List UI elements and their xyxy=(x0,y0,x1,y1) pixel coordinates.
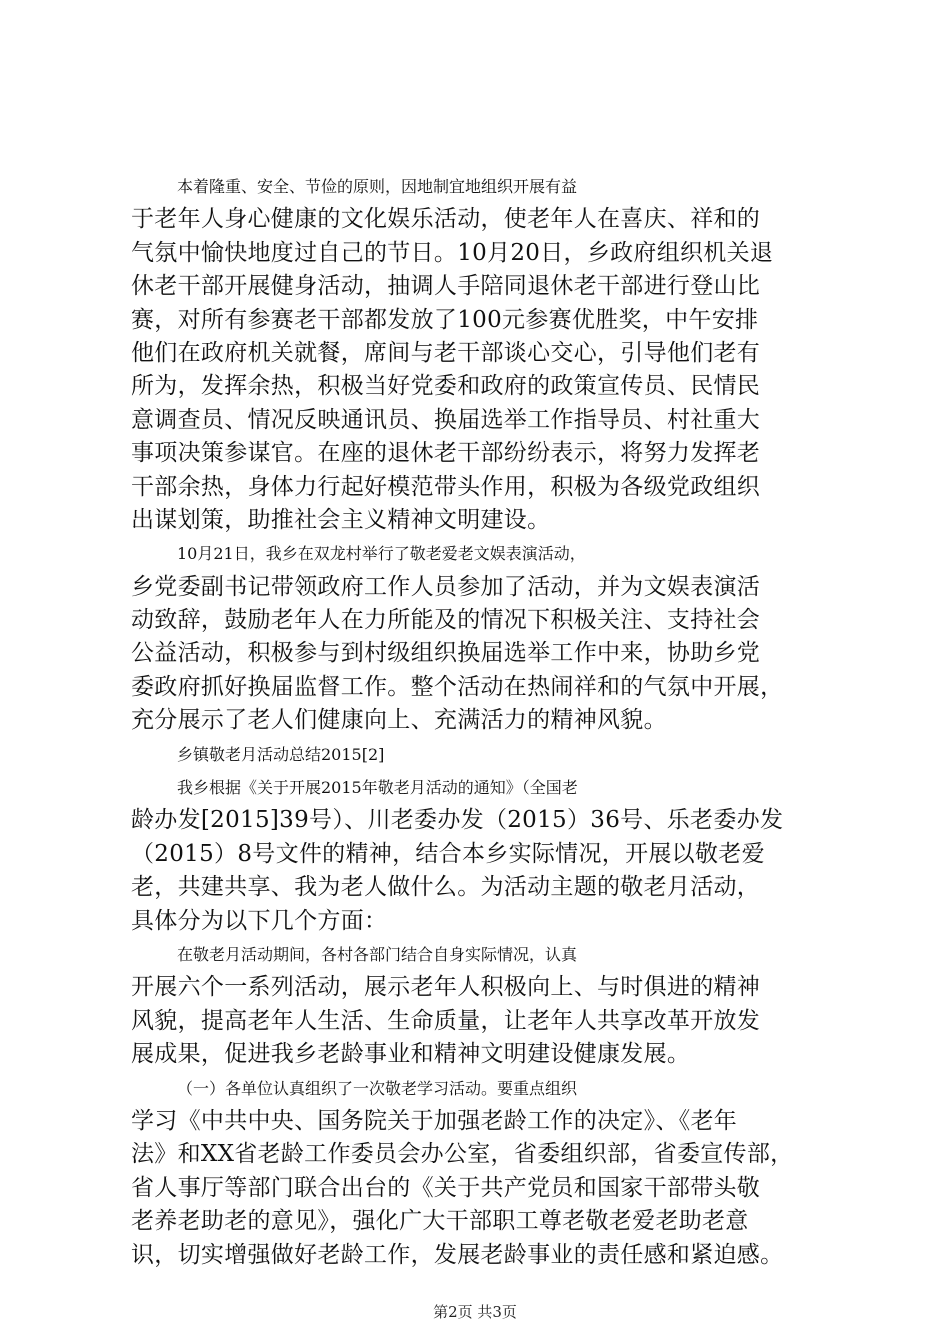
text-line: 学习《中共中央、国务院关于加强老龄工作的决定》、《老年 xyxy=(131,1107,738,1134)
text-line: （一）各单位认真组织了一次敬老学习活动。要重点组织 xyxy=(177,1078,578,1098)
text-line: 事项决策参谋官。在座的退休老干部纷纷表示，将努力发挥老 xyxy=(131,440,761,467)
page-footer: 第2页 共3页 xyxy=(433,1303,517,1321)
text-line: 乡党委副书记带领政府工作人员参加了活动，并为文娱表演活 xyxy=(131,573,761,600)
text-line: 他们在政府机关就餐，席间与老干部谈心交心，引导他们老有 xyxy=(131,339,761,366)
text-line: 休老干部开展健身活动，抽调人手陪同退休老干部进行登山比 xyxy=(131,273,761,300)
text-line: 动致辞，鼓励老年人在力所能及的情况下积极关注、支持社会 xyxy=(131,607,761,634)
text-line: 风貌，提高老年人生活、生命质量，让老年人共享改革开放发 xyxy=(131,1007,761,1034)
text-line: 我乡根据《关于开展2015年敬老月活动的通知》（全国老 xyxy=(177,778,578,798)
text-line: 所为，发挥余热，积极当好党委和政府的政策宣传员、民情民 xyxy=(131,373,761,400)
text-line: 气氛中愉快地度过自己的节日。10月20日，乡政府组织机关退 xyxy=(131,239,774,266)
text-line: 在敬老月活动期间，各村各部门结合自身实际情况，认真 xyxy=(177,944,578,964)
text-line: 于老年人身心健康的文化娱乐活动，使老年人在喜庆、祥和的 xyxy=(131,206,761,233)
document-body xyxy=(131,170,821,1272)
text-line: 识，切实增强做好老龄工作，发展老龄事业的责任感和紧迫感。 xyxy=(131,1241,784,1268)
text-line: 具体分为以下几个方面： xyxy=(131,907,388,934)
text-line: 公益活动，积极参与到村级组织换届选举工作中来，协助乡党 xyxy=(131,640,761,667)
text-line: 赛，对所有参赛老干部都发放了100元参赛优胜奖，中午安排 xyxy=(131,306,759,333)
text-line: 10月21日，我乡在双龙村举行了敬老爱老文娱表演活动， xyxy=(177,544,586,564)
text-line: 展成果，促进我乡老龄事业和精神文明建设健康发展。 xyxy=(131,1041,691,1068)
text-line: 开展六个一系列活动，展示老年人积极向上、与时俱进的精神 xyxy=(131,974,761,1001)
text-line: 老养老助老的意见》，强化广大干部职工尊老敬老爱老助老意 xyxy=(131,1208,749,1235)
text-line: 乡镇敬老月活动总结2015[2] xyxy=(177,744,385,764)
text-line: 委政府抓好换届监督工作。整个活动在热闹祥和的气氛中开展， xyxy=(131,673,784,700)
text-line: 省人事厅等部门联合出台的《关于共产党员和国家干部带头敬 xyxy=(131,1174,761,1201)
text-line: 干部余热，身体力行起好模范带头作用，积极为各级党政组织 xyxy=(131,473,761,500)
text-line: 本着隆重、安全、节俭的原则，因地制宜地组织开展有益 xyxy=(177,177,578,196)
text-line: 出谋划策，助推社会主义精神文明建设。 xyxy=(131,506,551,533)
text-line: 龄办发[2015]39号）、川老委办发（2015）36号、乐老委办发 xyxy=(131,807,784,834)
text-line: 充分展示了老人们健康向上、充满活力的精神风貌。 xyxy=(131,707,667,734)
text-line: 老，共建共享、我为老人做什么。为活动主题的敬老月活动， xyxy=(131,874,761,901)
text-line: 法》和XX省老龄工作委员会办公室，省委组织部，省委宣传部， xyxy=(131,1141,794,1168)
text-line: （2015）8号文件的精神，结合本乡实际情况，开展以敬老爱 xyxy=(131,840,765,867)
text-line: 意调查员、情况反映通讯员、换届选举工作指导员、村社重大 xyxy=(131,406,761,433)
